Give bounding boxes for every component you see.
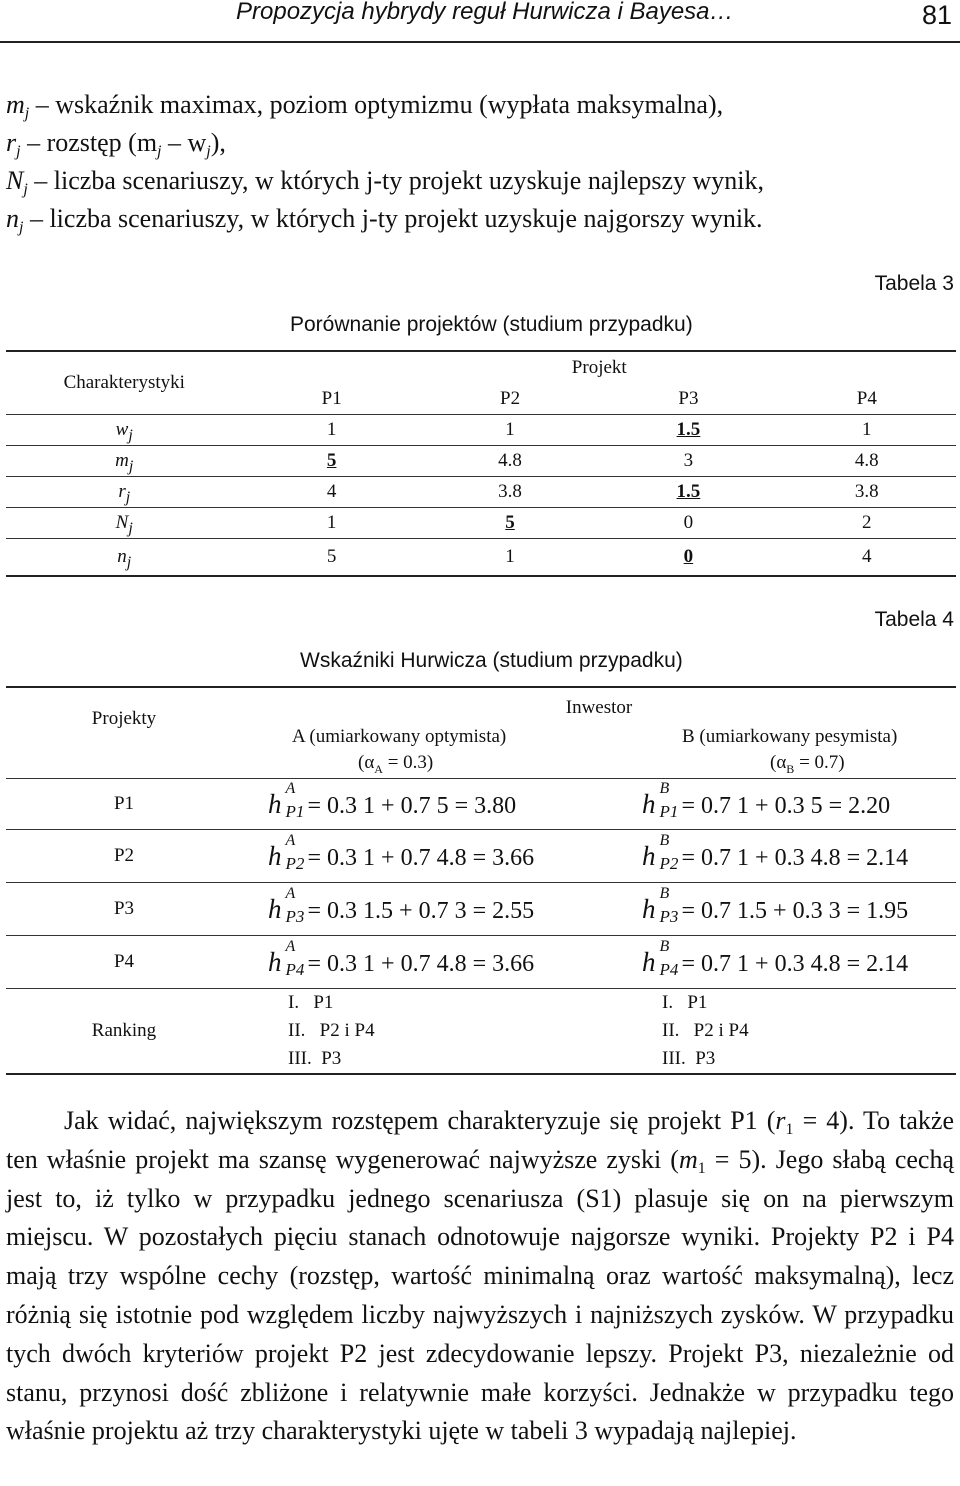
formula-b: h B P4 = 0.7 1 + 0.3 4.8 = 2.14 [642, 937, 909, 979]
table-row: $N_j$ 1 5 0 2 [6, 508, 956, 539]
table-cell: 1 [778, 415, 956, 446]
table4-col-b-header: B (umiarkowany pesymista) $(\alpha_B = 0.7)$ [682, 726, 898, 776]
table4-row-header: Projekty [6, 687, 242, 779]
table-cell: 1 [242, 415, 420, 446]
formula-b: h B P1 = 0.7 1 + 0.3 5 = 2.20 [642, 779, 891, 821]
table-row [6, 779, 956, 830]
table-cell: 1 [505, 546, 515, 567]
ranking-b: I. P1 II. P2 i P4 III. P3 [662, 992, 749, 1069]
table-cell: 2 [778, 508, 956, 539]
table4-caption: Wskaźniki Hurwicza (studium przypadku) [300, 649, 683, 672]
row-label: P2 [113, 845, 135, 866]
formula-b: h B P2 = 0.7 1 + 0.3 4.8 = 2.14 [642, 831, 909, 873]
running-head-title: Propozycja hybrydy reguł Hurwicza i Bayesa… [236, 0, 734, 25]
table-cell: 3 [599, 446, 777, 477]
table-cell: 3.8 [778, 477, 956, 508]
table3 [6, 350, 956, 577]
table-row [6, 989, 956, 1075]
table3-col-header: P1 [242, 384, 420, 415]
table-cell: 4 [862, 546, 872, 567]
table-cell: 3.8 [421, 477, 599, 508]
table4-col-group: Inwestor [565, 697, 633, 718]
table3-col-header: P3 [599, 384, 777, 415]
table-cell: 4 [242, 477, 420, 508]
formula-a: h A P3 = 0.3 1.5 + 0.7 3 = 2.55 [268, 884, 535, 926]
ranking-a: I. P1 II. P2 i P4 III. P3 [288, 992, 375, 1069]
table-cell: 4.8 [778, 446, 956, 477]
table3-col-group: Projekt [571, 357, 627, 378]
definition-rj: $r_j$ – rozstęp $(m_j - w_j)$, [6, 128, 226, 160]
table-cell: 1.5 [599, 415, 777, 446]
table-cell: 5 [421, 508, 599, 539]
table3-row-header: Charakterystyki [6, 351, 242, 415]
table-cell: 0 [599, 508, 777, 539]
definition-mj: $m_j$ – wskaźnik maximax, poziom optymizmu (wypłata maksymalna), [6, 90, 724, 122]
formula-b: h B P3 = 0.7 1.5 + 0.3 3 = 1.95 [642, 884, 909, 926]
page-number: 81 [921, 0, 952, 30]
table-cell: 5 [326, 546, 337, 567]
table4 [6, 686, 956, 1075]
table-cell: 1 [242, 508, 420, 539]
table-row: $r_j$ 4 3.8 1.5 3.8 [6, 477, 956, 508]
table-row: $w_j$ 1 1 1.5 1 [6, 415, 956, 446]
definition-Nj: $N_j$ – liczba scenariuszy, w których j-ty projekt uzyskuje najlepszy wynik, [6, 166, 765, 198]
table4-label: Tabela 4 [874, 608, 954, 631]
table-cell: 1.5 [599, 477, 777, 508]
formula-a: h A P4 = 0.3 1 + 0.7 4.8 = 3.66 [268, 937, 535, 979]
table-cell: 5 [242, 446, 420, 477]
row-label: P1 [113, 793, 135, 814]
body-paragraph: Jak widać, największym rozstępem charakteryzuje się projekt P1 $(r_1 = 4)$. To także ten właśnie projekt ma szansę wygenerować najwyższe zyski $(m_1 = 5)$. Jego słabą cechą jest to, iż tylko w przypadku jednego scenariusza (S1) plasuje się on na pierwszym miejscu. W pozostałych pięciu stanach odnotowuje najgorsze wyniki. Projekty P2 i P4 mają trzy wspólne cechy (rozstęp, wartość minimalną oraz wartość maksymalną), lecz różnią się istotnie pod względem liczby najwyższych i najniższych zysków. W przypadku tych dwóch kryteriów projekt P2 jest zdecydowanie lepszy. Projekt P3, niezależnie od stanu, przynosi dość zbliżone i relatywnie małe korzyści. Jednakże w przypadku tego właśnie projektu aż trzy charakterystyki ujęte w tabeli 3 wypadają najlepiej. [6, 1106, 955, 1446]
table-cell: 1 [421, 415, 599, 446]
table-row: $n_j$ 5 1 0 4 [6, 539, 956, 577]
table-cell: 4.8 [421, 446, 599, 477]
table3-col-header: P2 [421, 384, 599, 415]
table-row [6, 936, 956, 989]
formula-a: h A P2 = 0.3 1 + 0.7 4.8 = 3.66 [268, 831, 535, 873]
table3-caption: Porównanie projektów (studium przypadku) [290, 313, 693, 336]
table-row: $m_j$ 5 4.8 3 4.8 [6, 446, 956, 477]
ranking-label: Ranking [91, 1020, 157, 1041]
formula-a: h A P1 = 0.3 1 + 0.7 5 = 3.80 [268, 779, 517, 821]
table-row [6, 830, 956, 883]
row-label: P3 [113, 898, 135, 919]
table-row [6, 883, 956, 936]
row-label: P4 [113, 951, 135, 972]
table3-col-header: P4 [778, 384, 956, 415]
table3-label: Tabela 3 [874, 272, 954, 295]
table-cell: 0 [683, 546, 694, 567]
definition-nj: $n_j$ – liczba scenariuszy, w których j-ty projekt uzyskuje najgorszy wynik. [6, 204, 763, 236]
header-rule [0, 41, 960, 43]
table4-col-a-header: A (umiarkowany optymista) $(\alpha_A = 0.3)$ [292, 726, 507, 776]
